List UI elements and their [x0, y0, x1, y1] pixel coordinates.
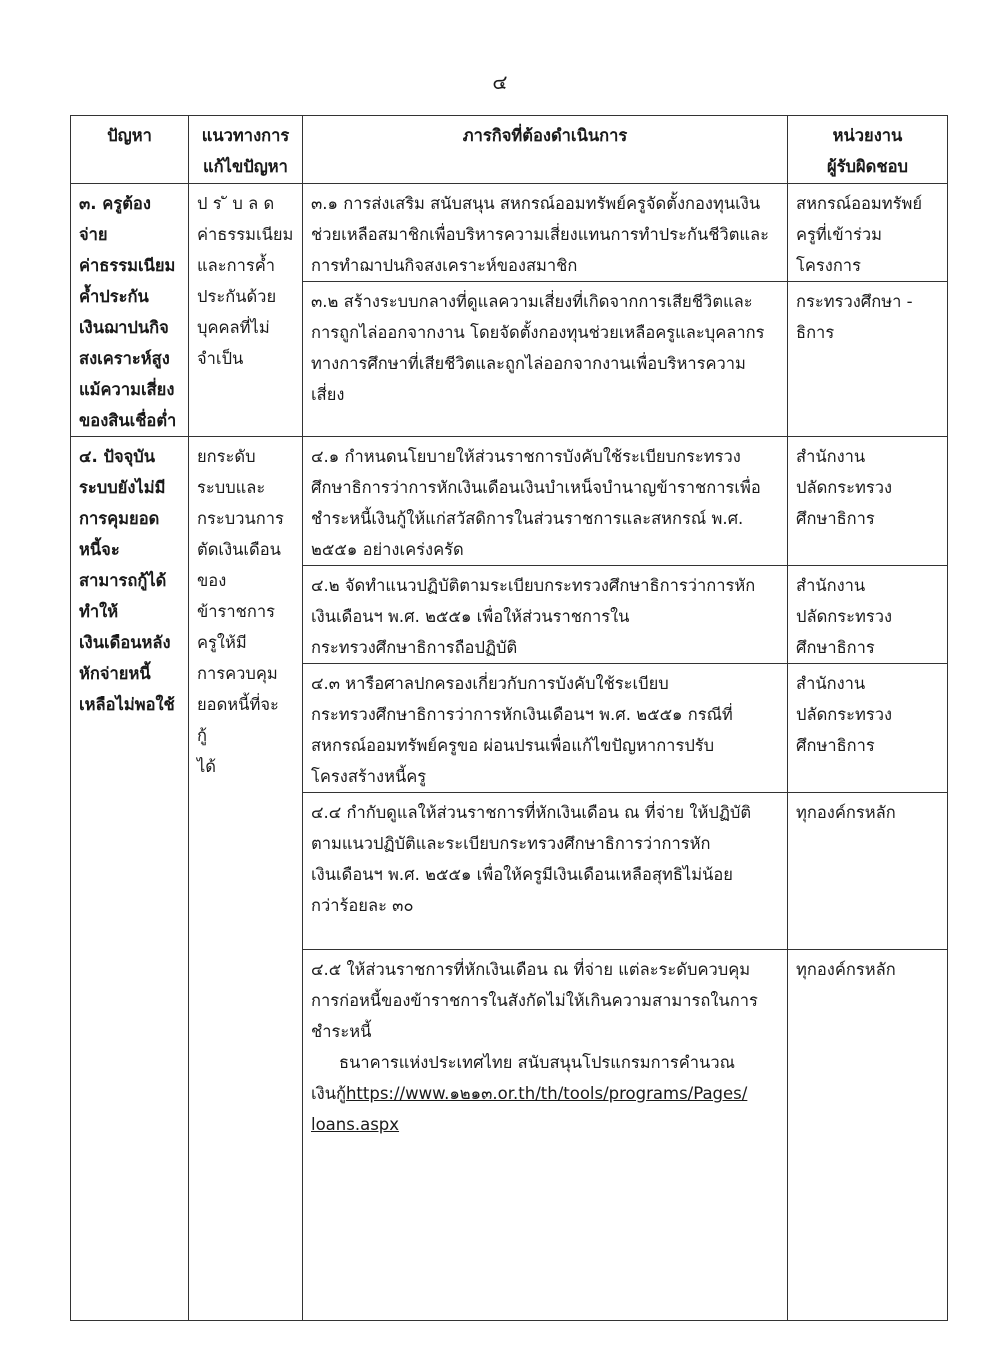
text-line: การทำฌาปนกิจสงเคราะห์ของสมาชิก — [311, 256, 578, 275]
text-line: สามารถกู้ได้ — [79, 571, 167, 590]
text-line: โครงสร้างหนี้ครู — [311, 767, 427, 786]
note-prefix: เงินกู้ — [311, 1084, 346, 1103]
task-cell — [303, 950, 788, 1321]
task-cell — [303, 664, 788, 793]
problem-cell — [71, 184, 189, 437]
text-line: เงินเดือนหลัง — [79, 633, 171, 652]
header-problem — [71, 116, 189, 184]
link-line — [311, 1078, 779, 1109]
responsible-unit-cell — [788, 437, 948, 566]
note-text: ธนาคารแห่งประเทศไทย สนับสนุนโปรแกรมการคำนวณ — [339, 1053, 735, 1072]
text-line: จำเป็น — [197, 349, 244, 368]
text-line: ยอดหนี้ที่จะ — [197, 695, 279, 714]
text-line: กระทรวงศึกษาธิการว่าการหักเงินเดือนฯ พ.ศ. ๒๕๕๑ กรณีที่ — [311, 705, 733, 724]
approach-cell — [189, 437, 303, 1321]
text-line: ระบบยังไม่มี — [79, 478, 166, 497]
text-line: หน่วยงาน — [832, 126, 903, 145]
header-responsible-unit — [788, 116, 948, 184]
text-line: การคุมยอด — [79, 509, 160, 528]
text-line: ป ร ั บ ล ด — [197, 194, 275, 213]
text-line: ปลัดกระทรวง — [796, 705, 893, 724]
text-line: ๓. ครูต้อง — [79, 194, 151, 213]
text-line: ๔.๑ กำหนดนโยบายให้ส่วนราชการบังคับใช้ระเบียบกระทรวง — [311, 447, 741, 466]
approach-cell — [189, 184, 303, 437]
text-line: ค่าธรรมเนียม — [79, 256, 176, 275]
text-line: ทางการศึกษาที่เสียชีวิตและถูกไล่ออกจากงานเพื่อบริหารความ — [311, 354, 746, 373]
task-cell — [303, 437, 788, 566]
text-line: หนี้จะ — [79, 540, 120, 559]
text-line: ข้าราชการ — [197, 602, 275, 621]
text-line: สำนักงาน — [796, 576, 866, 595]
text-line: ระบบและ — [197, 478, 266, 497]
text-line: ชำระหนี้ — [311, 1022, 372, 1041]
text-line: โครงการ — [796, 256, 861, 275]
text-line: ๔.๒ จัดทำแนวปฏิบัติตามระเบียบกระทรวงศึกษาธิการว่าการหัก — [311, 576, 756, 595]
page-number: ๔ — [492, 70, 508, 94]
text-line: เงินเดือนฯ พ.ศ. ๒๕๕๑ เพื่อให้ครูมีเงินเดือนเหลือสุทธิไม่น้อย — [311, 865, 733, 884]
text-line: ตามแนวปฏิบัติและระเบียบกระทรวงศึกษาธิการว่าการหัก — [311, 834, 711, 853]
text-line: ได้ — [197, 757, 217, 776]
responsible-unit-cell — [788, 282, 948, 437]
text-line: สำนักงาน — [796, 674, 866, 693]
text-line: สหกรณ์ออมทรัพย์ครูขอ ผ่อนปรนเพื่อแก้ไขปัญหาการปรับ — [311, 736, 715, 755]
text-line: ศึกษาธิการ — [796, 638, 875, 657]
text-line: ประกันด้วย — [197, 287, 277, 306]
text-line: ผู้รับผิดชอบ — [827, 157, 908, 176]
text-line: ศึกษาธิการ — [796, 509, 875, 528]
text-line: ศึกษาธิการ — [796, 736, 875, 755]
text-line: เงินเดือนฯ พ.ศ. ๒๕๕๑ เพื่อให้ส่วนราชการใน — [311, 607, 630, 626]
task-cell — [303, 566, 788, 664]
link-line — [311, 1109, 779, 1140]
text-line: และการค้ำ — [197, 256, 276, 275]
text-line: ยกระดับ — [197, 447, 256, 466]
text-line: ๒๕๕๑ อย่างเคร่งครัด — [311, 540, 464, 559]
text-line: ๓.๑ การส่งเสริม สนับสนุน สหกรณ์ออมทรัพย์ครูจัดตั้งกองทุนเงิน — [311, 194, 761, 213]
text-line: ทุกองค์กรหลัก — [796, 803, 896, 822]
text-line: ธิการ — [796, 323, 835, 342]
text-line: ชำระหนี้เงินกู้ให้แก่สวัสดิการในส่วนราชการและสหกรณ์ พ.ศ. — [311, 509, 744, 528]
text-line: ปลัดกระทรวง — [796, 607, 893, 626]
text-line: สงเคราะห์สูง — [79, 349, 170, 368]
table-header-row — [71, 116, 948, 184]
text-line: จ่าย — [79, 225, 108, 244]
task-cell — [303, 184, 788, 282]
responsible-unit-cell — [788, 793, 948, 950]
text-line: บุคคลที่ไม่ — [197, 318, 270, 337]
text-line: ปัญหา — [107, 126, 152, 145]
text-line: สหกรณ์ออมทรัพย์ — [796, 194, 923, 213]
text-line: ค้ำประกัน — [79, 287, 149, 306]
task-cell — [303, 793, 788, 950]
text-line: ตัดเงินเดือน — [197, 540, 281, 559]
text-line: ทุกองค์กรหลัก — [796, 960, 896, 979]
text-line: ของสินเชื่อต่ำ — [79, 411, 177, 430]
text-line: ๔. ปัจจุบัน — [79, 447, 156, 466]
text-line: สำนักงาน — [796, 447, 866, 466]
text-line: การควบคุม — [197, 664, 278, 683]
problem-cell — [71, 437, 189, 1321]
text-line: ๓.๒ สร้างระบบกลางที่ดูแลความเสี่ยงที่เกิดจากการเสียชีวิตและ — [311, 292, 753, 311]
responsible-unit-cell — [788, 184, 948, 282]
text-line: แนวทางการ — [201, 126, 290, 145]
text-line: ค่าธรรมเนียม — [197, 225, 294, 244]
table-row — [71, 184, 948, 282]
text-line: กู้ — [197, 726, 207, 745]
text-line: ภารกิจที่ต้องดำเนินการ — [462, 126, 628, 145]
text-line: ของ — [197, 571, 227, 590]
text-line: กระทรวงศึกษาธิการถือปฏิบัติ — [311, 638, 518, 657]
text-line: เงินฌาปนกิจ — [79, 318, 169, 337]
text-line: ครูที่เข้าร่วม — [796, 225, 882, 244]
loan-calculator-link[interactable]: https://www.๑๒๑๓.or.th/th/tools/programs/Pages/ — [345, 1084, 748, 1103]
responsible-unit-cell — [788, 664, 948, 793]
responsible-unit-cell — [788, 950, 948, 1321]
text-line: ปลัดกระทรวง — [796, 478, 893, 497]
text-line: ๔.๕ ให้ส่วนราชการที่หักเงินเดือน ณ ที่จ่าย แต่ละระดับควบคุม — [311, 960, 751, 979]
text-line: เสี่ยง — [311, 385, 345, 404]
text-line: การก่อหนี้ของข้าราชการในสังกัดไม่ให้เกินความสามารถในการ — [311, 991, 758, 1010]
text-line: เหลือไม่พอใช้ — [79, 695, 175, 714]
text-line: การถูกไล่ออกจากงาน โดยจัดตั้งกองทุนช่วยเหลือครูและบุคลากร — [311, 323, 765, 342]
text-line: ๔.๔ กำกับดูแลให้ส่วนราชการที่หักเงินเดือน ณ ที่จ่าย ให้ปฏิบัติ — [311, 803, 752, 822]
text-line: แก้ไขปัญหา — [203, 157, 288, 176]
text-line: กระทรวงศึกษา - — [796, 292, 913, 311]
loan-calculator-link-cont[interactable]: loans.aspx — [311, 1115, 400, 1134]
text-line: ทำให้ — [79, 602, 119, 621]
text-line: หักจ่ายหนี้ — [79, 664, 151, 683]
table-row — [71, 437, 948, 566]
text-line: ครูให้มี — [197, 633, 247, 652]
text-line: ช่วยเหลือสมาชิกเพื่อบริหารความเสี่ยงแทนการทำประกันชีวิตและ — [311, 225, 770, 244]
action-plan-table — [70, 115, 948, 1321]
text-line: ๔.๓ หารือศาลปกครองเกี่ยวกับการบังคับใช้ระเบียบ — [311, 674, 669, 693]
header-approach — [189, 116, 303, 184]
text-line: กว่าร้อยละ ๓๐ — [311, 896, 414, 915]
text-line: ศึกษาธิการว่าการหักเงินเดือนเงินบำเหน็จบำนาญข้าราชการเพื่อ — [311, 478, 761, 497]
header-tasks — [303, 116, 788, 184]
text-line: แม้ความเสี่ยง — [79, 380, 175, 399]
text-line: กระบวนการ — [197, 509, 284, 528]
responsible-unit-cell — [788, 566, 948, 664]
task-cell — [303, 282, 788, 437]
